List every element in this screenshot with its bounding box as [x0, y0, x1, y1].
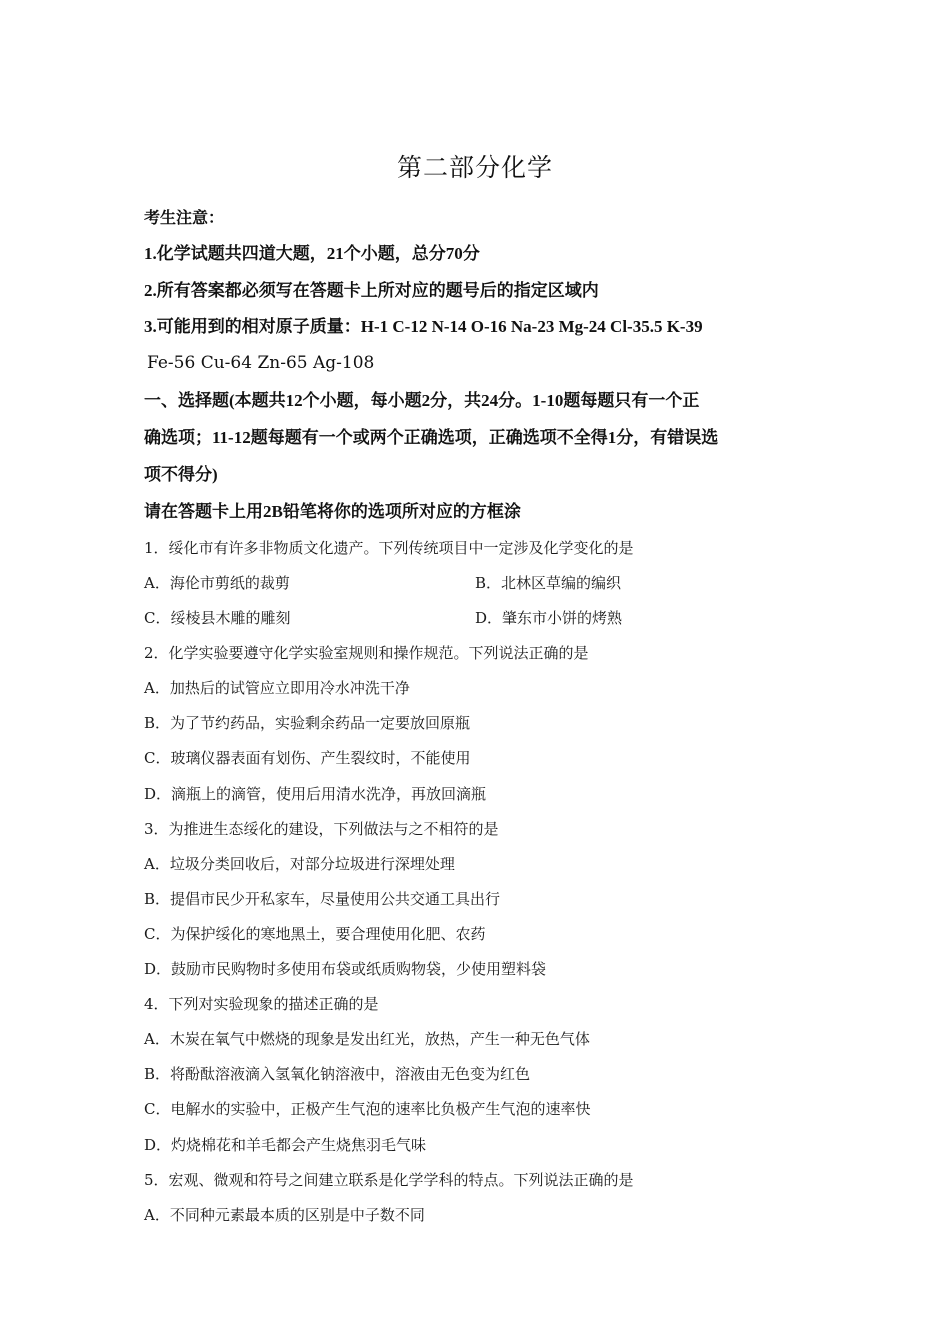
question-5-option-a: A．不同种元素最本质的区别是中子数不同 [144, 1206, 425, 1224]
section-instruction: 请在答题卡上用2B铅笔将你的选项所对应的方框涂 [144, 502, 521, 521]
notice-item-1: 1.化学试题共四道大题，21个小题，总分70分 [144, 244, 480, 263]
question-2-option-b: B．为了节约药品，实验剩余药品一定要放回原瓶 [144, 714, 471, 732]
question-4-option-a: A．木炭在氧气中燃烧的现象是发出红光，放热，产生一种无色气体 [144, 1030, 590, 1048]
notice-heading: 考生注意： [144, 208, 225, 227]
question-1-stem: 1．绥化市有许多非物质文化遗产。下列传统项目中一定涉及化学变化的是 [144, 539, 634, 557]
notice-item-3: 3.可能用到的相对原子质量：H-1 C-12 N-14 O-16 Na-23 Mg-24 Cl-35.5 K-39 [144, 317, 703, 336]
section-heading-line-2: 确选项；11-12题每题有一个或两个正确选项，正确选项不全得1分，有错误选 [144, 428, 719, 447]
section-heading-line-3: 项不得分) [144, 465, 218, 484]
notice-item-3-continuation: Fe-56 Cu-64 Zn-65 Ag-108 [147, 353, 375, 373]
question-5-stem: 5．宏观、微观和符号之间建立联系是化学学科的特点。下列说法正确的是 [144, 1171, 634, 1189]
question-2-stem: 2．化学实验要遵守化学实验室规则和操作规范。下列说法正确的是 [144, 644, 589, 662]
page-title: 第二部分化学 [396, 153, 553, 182]
question-1-option-d: D．肇东市小饼的烤熟 [475, 609, 623, 627]
question-4-option-c: C．电解水的实验中，正极产生气泡的速率比负极产生气泡的速率快 [144, 1100, 591, 1118]
question-2-option-c: C．玻璃仪器表面有划伤、产生裂纹时，不能使用 [144, 749, 471, 767]
question-4-stem: 4．下列对实验现象的描述正确的是 [144, 995, 379, 1013]
section-heading-line-1: 一、选择题(本题共12个小题，每小题2分，共24分。1-10题每题只有一个正 [144, 391, 700, 410]
question-4-option-b: B．将酚酞溶液滴入氢氧化钠溶液中，溶液由无色变为红色 [144, 1065, 531, 1083]
question-4-option-d: D．灼烧棉花和羊毛都会产生烧焦羽毛气味 [144, 1136, 427, 1154]
question-3-option-d: D．鼓励市民购物时多使用布袋或纸质购物袋，少使用塑料袋 [144, 960, 547, 978]
notice-item-2: 2.所有答案都必须写在答题卡上所对应的题号后的指定区域内 [144, 281, 599, 300]
question-2-option-a: A．加热后的试管应立即用冷水冲洗干净 [144, 679, 410, 697]
question-1-option-b: B．北林区草编的编织 [475, 574, 622, 592]
question-3-option-a: A．垃圾分类回收后，对部分垃圾进行深埋处理 [144, 855, 455, 873]
question-3-option-b: B．提倡市民少开私家车，尽量使用公共交通工具出行 [144, 890, 501, 908]
question-2-option-d: D．滴瓶上的滴管，使用后用清水洗净，再放回滴瓶 [144, 785, 487, 803]
question-3-option-c: C．为保护绥化的寒地黑土，要合理使用化肥、农药 [144, 925, 486, 943]
question-3-stem: 3．为推进生态绥化的建设，下列做法与之不相符的是 [144, 820, 499, 838]
question-1-option-a: A．海伦市剪纸的裁剪 [144, 574, 290, 592]
question-1-option-c: C．绥棱县木雕的雕刻 [144, 609, 291, 627]
